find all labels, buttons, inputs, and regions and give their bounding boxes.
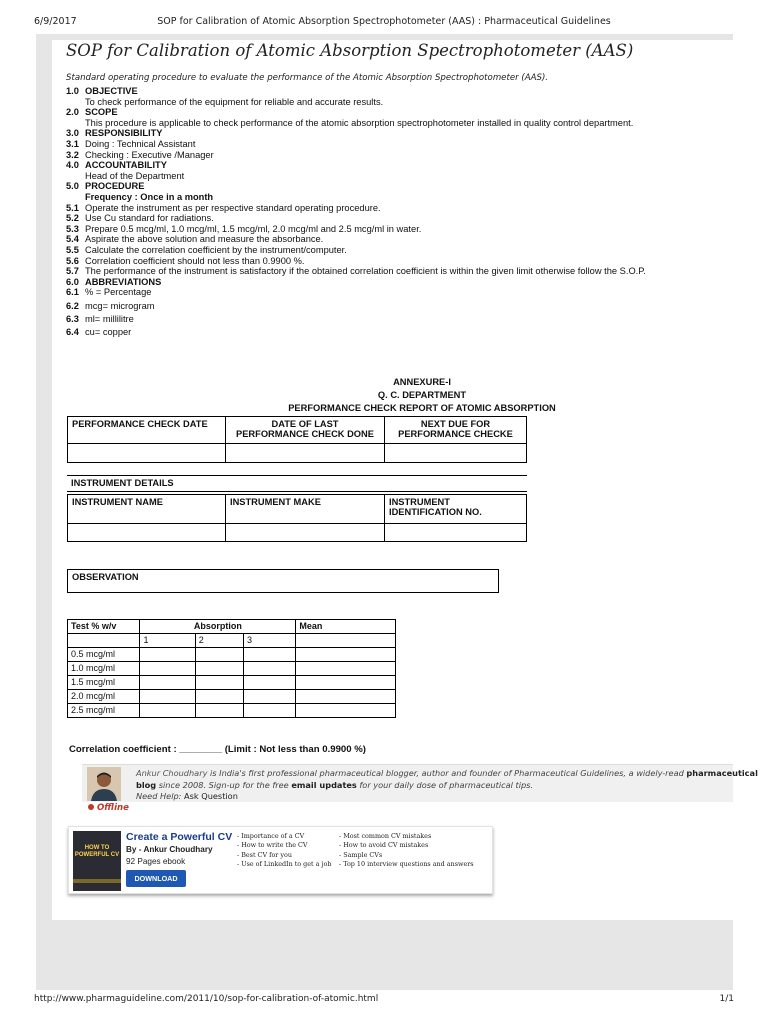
- list-item: 5.5 Calculate the correlation coefficient by the instrument/computer.: [66, 244, 347, 255]
- author-box: [82, 764, 758, 802]
- table-row: 2.5 mcg/ml: [68, 704, 396, 718]
- performance-check-table: [67, 416, 527, 463]
- table-cell: [226, 524, 385, 542]
- avatar: [87, 767, 121, 801]
- section-abbreviations: [66, 277, 736, 288]
- divider: [67, 491, 527, 492]
- table-cell: [68, 634, 140, 648]
- page-number: 1/1: [719, 994, 734, 1004]
- page-url: http://www.pharmaguideline.com/2011/10/sop-for-calibration-of-atomic.html: [34, 994, 379, 1004]
- item-text: Checking : Executive /Manager: [85, 149, 214, 160]
- list-item: 6.1 % = Percentage: [66, 287, 152, 298]
- table-header: NEXT DUE FOR PERFORMANCE CHECKE: [385, 417, 527, 444]
- correlation-coefficient-line: Correlation coefficient : ________ (Limit : Not less than 0.9900 %): [69, 744, 366, 755]
- ask-question-link[interactable]: Ask Question: [184, 791, 238, 801]
- table-row: 1.5 mcg/ml: [68, 676, 396, 690]
- frequency-text: Frequency : Once in a month: [85, 191, 214, 202]
- item-number: 3.2: [66, 149, 79, 160]
- table-row: 2.0 mcg/ml: [68, 690, 396, 704]
- list-item: 6.4 cu= copper: [66, 327, 132, 338]
- table-cell: [385, 444, 527, 463]
- table-cell: [226, 444, 385, 463]
- table-header: 1: [140, 634, 195, 648]
- list-item: - Importance of a CV: [237, 832, 305, 840]
- table-header: Test % w/v: [68, 620, 140, 634]
- author-name: Ankur Choudhary: [136, 768, 208, 778]
- objective-text: To check performance of the equipment for reliable and accurate results.: [85, 96, 384, 107]
- table-header: INSTRUMENT IDENTIFICATION NO.: [385, 495, 527, 524]
- list-item: 5.7 The performance of the instrument is satisfactory if the obtained correlation coefficient is within the given limit otherwise follow the S.O.P.: [66, 266, 646, 277]
- list-item: 5.3 Prepare 0.5 mcg/ml, 1.0 mcg/ml, 1.5 mcg/ml, 2.0 mcg/ml and 2.5 mcg/ml in water.: [66, 223, 422, 234]
- list-item: 6.3 ml= millilitre: [66, 314, 134, 325]
- print-title: SOP for Calibration of Atomic Absorption Spectrophotometer (AAS) : Pharmaceutical Guidelines: [157, 16, 611, 27]
- table-header: Absorption: [140, 620, 296, 634]
- observation-title: OBSERVATION: [72, 572, 139, 582]
- section-number: 4.0: [66, 160, 79, 171]
- list-item: 5.1 Operate the instrument as per respective standard operating procedure.: [66, 202, 381, 213]
- section-heading: OBJECTIVE: [85, 86, 138, 96]
- divider: [67, 475, 527, 476]
- table-row: 1.0 mcg/ml: [68, 662, 396, 676]
- section-number: 6.0: [66, 276, 79, 287]
- banner-title: Create a Powerful CV: [126, 831, 233, 843]
- document-title: SOP for Calibration of Atomic Absorption Spectrophotometer (AAS): [66, 41, 634, 60]
- table-header: 3: [244, 634, 296, 648]
- section-responsibility: [66, 128, 736, 139]
- email-updates-link[interactable]: email updates: [291, 779, 357, 790]
- table-header: DATE OF LAST PERFORMANCE CHECK DONE: [226, 417, 385, 444]
- section-heading: PROCEDURE: [85, 181, 145, 192]
- table-cell: [68, 444, 226, 463]
- section-heading: SCOPE: [85, 107, 118, 118]
- help-label: Need Help:: [136, 791, 182, 801]
- banner-author: By - Ankur Choudhary: [126, 845, 213, 854]
- author-bio-link[interactable]: pharmaceutical: [686, 768, 758, 778]
- table-row: 0.5 mcg/ml: [68, 648, 396, 662]
- blog-link[interactable]: blog: [136, 779, 157, 790]
- banner-feature-list: [339, 832, 474, 869]
- table-header: INSTRUMENT MAKE: [226, 495, 385, 524]
- table-cell: [68, 524, 226, 542]
- annexure-title: ANNEXURE-I: [393, 377, 451, 387]
- section-heading: RESPONSIBILITY: [85, 128, 163, 139]
- document-intro: Standard operating procedure to evaluate the performance of the Atomic Absorption Spectrophotometer (AAS).: [66, 73, 549, 83]
- department-title: Q. C. DEPARTMENT: [377, 390, 467, 400]
- instrument-details-title: INSTRUMENT DETAILS: [71, 478, 174, 488]
- status-dot-icon: [88, 804, 94, 810]
- list-item: 6.2 mcg= microgram: [66, 300, 155, 311]
- list-item: - How to avoid CV mistakes: [339, 841, 429, 850]
- table-header: 2: [195, 634, 243, 648]
- status-badge: Offline: [88, 803, 129, 813]
- instrument-table: [67, 494, 527, 542]
- list-item: 5.6 Correlation coefficient should not less than 0.9900 %.: [66, 255, 305, 266]
- print-header: [0, 16, 768, 30]
- list-item: - How to write the CV: [237, 841, 308, 850]
- book-cover-icon: HOW TO POWERFUL CV: [73, 831, 121, 891]
- section-heading: ACCOUNTABILITY: [85, 160, 167, 171]
- item-text: Doing : Technical Assistant: [85, 138, 196, 149]
- list-item: - Top 10 interview questions and answers: [339, 859, 474, 868]
- accountability-text: Head of the Department: [85, 170, 185, 181]
- section-accountability: [66, 160, 736, 171]
- section-number: 5.0: [66, 181, 79, 192]
- absorption-table: [67, 619, 396, 718]
- list-item: 5.4 Aspirate the above solution and measure the absorbance.: [66, 234, 324, 245]
- section-number: 3.0: [66, 128, 79, 139]
- table-header: INSTRUMENT NAME: [68, 495, 226, 524]
- list-item: - Best CV for you: [237, 850, 292, 859]
- section-scope: [66, 107, 736, 118]
- table-header: Mean: [296, 620, 396, 634]
- author-text: Ankur Choudhary is India's first professional pharmaceutical blogger, author and founder of Pharmaceutical Guidelines, a widely-read pharmaceutical blog since 2008. Sign-up for the free email updates for your daily dose of pharmaceutical tips. Need Help: Ask Question: [136, 768, 758, 801]
- table-cell: [296, 634, 396, 648]
- section-objective: [66, 86, 736, 97]
- sop-body: [66, 86, 736, 341]
- print-date: 6/9/2017: [34, 16, 77, 27]
- banner-pages: 92 Pages ebook: [126, 857, 186, 866]
- scope-text: This procedure is applicable to check performance of the atomic absorption spectrophotometer installed in quality control department.: [85, 117, 634, 128]
- cv-ebook-banner[interactable]: [68, 826, 493, 894]
- table-cell: [385, 524, 527, 542]
- section-procedure: [66, 181, 736, 192]
- download-button[interactable]: DOWNLOAD: [126, 870, 186, 887]
- item-number: 3.1: [66, 138, 79, 149]
- section-number: 2.0: [66, 107, 79, 118]
- section-number: 1.0: [66, 86, 79, 96]
- list-item: - Most common CV mistakes: [339, 832, 432, 840]
- banner-feature-list: [237, 832, 331, 869]
- list-item: - Use of LinkedIn to get a job: [237, 859, 332, 868]
- section-heading: ABBREVIATIONS: [85, 276, 162, 287]
- observation-box: [67, 569, 499, 593]
- list-item: 5.2 Use Cu standard for radiations.: [66, 213, 214, 224]
- list-item: - Sample CVs: [339, 850, 383, 859]
- table-header: PERFORMANCE CHECK DATE: [68, 417, 226, 444]
- report-title: PERFORMANCE CHECK REPORT OF ATOMIC ABSORPTION: [288, 403, 556, 413]
